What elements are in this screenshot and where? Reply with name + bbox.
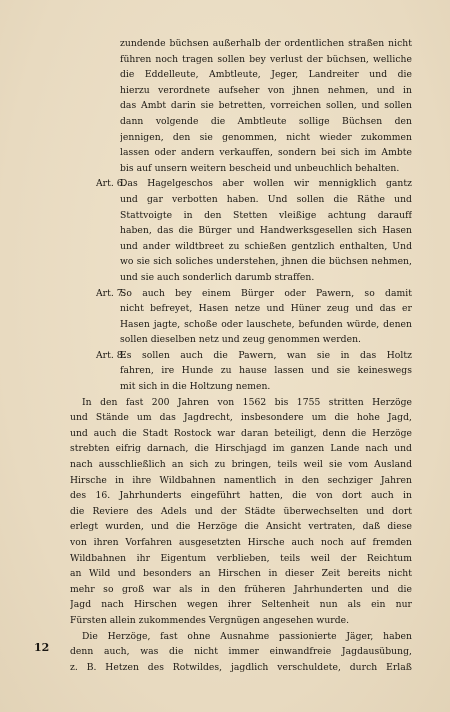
text-line: Fürsten allein zukommendes Vergnügen angesehen wurde. <box>70 614 350 626</box>
page-number: 12 <box>34 641 50 654</box>
text-line: Hasen jagte, schoße oder lauschete, befunden würde, denen <box>120 318 412 330</box>
text-line: In den fast 200 Jahren von 1562 bis 1755 stritten Herzöge <box>82 396 412 408</box>
text-line: die Reviere des Adels und der Städte überwechselten und dort <box>70 505 412 517</box>
text-line: von ihren Vorfahren ausgesetzten Hirsche auch noch auf fremden <box>70 537 412 548</box>
text-line: fahren, ire Hunde zu hause lassen und sie keineswegs <box>120 365 412 377</box>
article-label: Art. 8. <box>96 349 126 361</box>
history-paragraph <box>70 395 412 629</box>
text-line: Wildbahnen ihr Eigentum verblieben, teils weil der Reichtum <box>70 552 412 564</box>
article-7 <box>70 286 412 348</box>
text-line: lassen oder andern verkauffen, sondern bei sich im Ambte <box>120 147 412 159</box>
text-line: haben, das die Bürger und Handwerksgesellen sich Hasen <box>120 225 412 237</box>
text-line: dann volgende die Ambtleute sollige Büchsen den <box>120 115 412 127</box>
text-line: denn auch, was die nicht immer einwandfreie Jagdausübung, <box>70 646 412 658</box>
text-line: nach ausschließlich an sich zu bringen, teils weil sie vom Ausland <box>70 459 412 471</box>
text-line: zundende büchsen außerhalb der ordentlichen straßen nicht <box>120 38 412 49</box>
text-line: sollen dieselben netz und zeug genommen werden. <box>120 334 362 346</box>
text-line: an Wild und besonders an Hirschen in dieser Zeit bereits nicht <box>70 568 412 580</box>
text-line: und sie auch sonderlich darumb straffen. <box>120 271 315 283</box>
text-line: mit sich in die Holtzung nemen. <box>120 381 271 393</box>
text-line: Das Hagelgeschos aber wollen wir mennigklich gantz <box>120 178 412 190</box>
text-line: strebten eifrig darnach, die Hirschjagd im ganzen Lande nach und <box>70 443 412 455</box>
article-label: Art. 7. <box>96 287 126 299</box>
dukes-paragraph <box>70 629 412 676</box>
ordinance-continuation <box>70 36 412 176</box>
text-line: Hirsche in ihre Wildbahnen namentlich in den sechziger Jahren <box>70 474 412 486</box>
article-8 <box>70 348 412 395</box>
text-line: hierzu verordnete aufseher von jhnen nehmen, und in <box>120 84 412 96</box>
text-line: und gar verbotten haben. Und sollen die Räthe und <box>120 193 412 205</box>
text-line: das Ambt darin sie betretten, vorreichen sollen, und sollen <box>120 100 412 112</box>
text-line: und ander wildtbreet zu schießen gentzlich enthalten, Und <box>120 240 412 252</box>
text-line: führen noch tragen sollen bey verlust der büchsen, welliche <box>120 53 412 65</box>
article-6 <box>70 176 412 285</box>
text-line: und Stände um das Jagdrecht, insbesondere um die hohe Jagd, <box>70 412 412 424</box>
text-line: z. B. Hetzen des Rotwildes, jagdlich verschuldete, durch Erlaß <box>70 661 412 673</box>
text-line: und auch die Stadt Rostock war daran beteiligt, denn die Herzöge <box>70 427 412 439</box>
text-line: des 16. Jahrhunderts eingeführt hatten, die von dort auch in <box>70 490 412 502</box>
text-line: mehr so groß war als in den früheren Jahrhunderten und die <box>70 583 412 595</box>
text-block <box>70 36 412 675</box>
text-line: Die Herzöge, fast ohne Ausnahme passionierte Jäger, haben <box>82 630 412 642</box>
article-label: Art. 6. <box>96 178 126 190</box>
text-line: So auch bey einem Bürger oder Pawern, so damit <box>120 287 412 299</box>
text-line: jennigen, den sie genommen, nicht wieder zukommen <box>120 131 412 143</box>
text-line: Stattvoigte in den Stetten vleißige achtung darauff <box>120 209 412 221</box>
text-line: bis auf unsern weitern bescheid und unbeuchlich behalten. <box>120 162 400 174</box>
text-line: wo sie sich soliches understehen, jhnen die büchsen nehmen, <box>120 256 412 268</box>
text-line: die Eddelleute, Ambtleute, Jeger, Landreiter und die <box>120 69 412 81</box>
text-line: erlegt wurden, und die Herzöge die Ansicht vertraten, daß diese <box>70 521 412 533</box>
text-line: Jagd nach Hirschen wegen ihrer Seltenheit nun als ein nur <box>70 599 412 611</box>
text-line: Es sollen auch die Pawern, wan sie in das Holtz <box>120 349 412 361</box>
text-line: nicht befreyet, Hasen netze und Hüner zeug und das er <box>120 303 412 315</box>
